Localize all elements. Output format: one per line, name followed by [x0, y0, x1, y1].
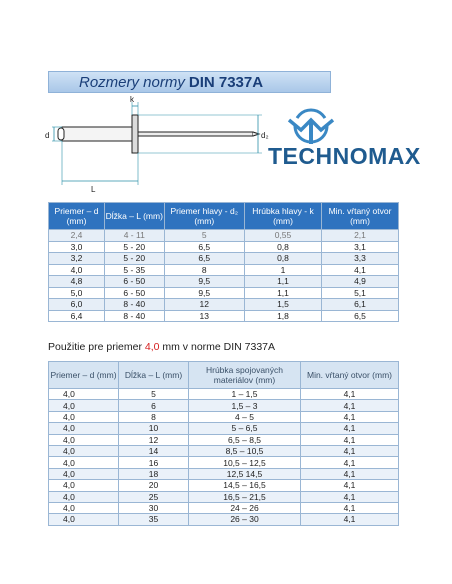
table-cell: 6,1	[322, 299, 399, 311]
table-cell: 4,1	[301, 502, 399, 513]
col-length: Dĺžka – L (mm)	[119, 362, 189, 389]
table-cell: 8 - 40	[105, 299, 165, 311]
table-cell: 1,1	[245, 287, 322, 299]
table-row	[49, 389, 399, 400]
dimensions-table	[48, 202, 399, 322]
table-cell: 16	[119, 457, 189, 468]
table-cell: 4,0	[49, 423, 119, 434]
title-text: Rozmery normy	[79, 73, 185, 91]
label-L: L	[91, 185, 96, 192]
table-cell: 14,5 – 16,5	[189, 480, 301, 491]
table-cell: 3,1	[322, 241, 399, 253]
table-row	[49, 299, 399, 311]
table-cell: 4,0	[49, 445, 119, 456]
col-head-diameter: Priemer hlavy - d₂ (mm)	[164, 203, 245, 230]
table-row	[49, 264, 399, 276]
table-cell: 4,8	[49, 276, 105, 288]
table-cell: 18	[119, 468, 189, 479]
table-cell: 4,0	[49, 480, 119, 491]
table-cell: 8	[119, 411, 189, 422]
rivet-sleeve	[62, 127, 132, 141]
table-cell: 4,0	[49, 491, 119, 502]
table-cell: 5 - 20	[105, 241, 165, 253]
table-cell: 6,5	[164, 253, 245, 265]
table-cell: 24 – 26	[189, 502, 301, 513]
table-cell: 1 – 1,5	[189, 389, 301, 400]
table-cell: 6,4	[49, 310, 105, 322]
table-row	[49, 434, 399, 445]
table-cell: 6,5	[322, 310, 399, 322]
table-cell: 6,5 – 8,5	[189, 434, 301, 445]
table-cell: 6 - 50	[105, 287, 165, 299]
table-cell: 35	[119, 514, 189, 525]
table-cell: 5,1	[322, 287, 399, 299]
table-cell: 6,5	[164, 241, 245, 253]
table-cell: 12	[119, 434, 189, 445]
table-cell: 2,4	[49, 230, 105, 242]
table-cell: 4,1	[301, 457, 399, 468]
note-text-start: Použitie pre priemer	[48, 341, 145, 353]
table-cell: 4,1	[301, 445, 399, 456]
table-cell: 5,0	[49, 287, 105, 299]
table-cell: 26 – 30	[189, 514, 301, 525]
table-cell: 3,0	[49, 241, 105, 253]
table-cell: 4,1	[301, 491, 399, 502]
col-head-thickness: Hrúbka hlavy - k (mm)	[245, 203, 322, 230]
table-cell: 1	[245, 264, 322, 276]
table-cell: 4,0	[49, 400, 119, 411]
table-cell: 13	[164, 310, 245, 322]
col-diameter: Priemer – d (mm)	[49, 362, 119, 389]
table-cell: 4,0	[49, 411, 119, 422]
table-cell: 8 - 40	[105, 310, 165, 322]
table-cell: 4,1	[301, 514, 399, 525]
note-highlight: 4,0	[144, 341, 160, 353]
table-row	[49, 287, 399, 299]
table-cell: 4,9	[322, 276, 399, 288]
table-row	[49, 230, 399, 242]
table-cell: 4,0	[49, 468, 119, 479]
table-cell: 4,1	[301, 400, 399, 411]
title-banner	[48, 71, 331, 93]
table-cell: 16,5 – 21,5	[189, 491, 301, 502]
table-cell: 4,1	[301, 468, 399, 479]
table-row	[49, 253, 399, 265]
table-cell: 4 – 5	[189, 411, 301, 422]
table-cell: 4,1	[301, 389, 399, 400]
table-cell: 12,5 14,5	[189, 468, 301, 479]
table-cell: 5	[164, 230, 245, 242]
table-cell: 4,0	[49, 434, 119, 445]
table-row	[49, 241, 399, 253]
table-cell: 5 - 35	[105, 264, 165, 276]
table-cell: 5 – 6,5	[189, 423, 301, 434]
table-cell: 4,0	[49, 389, 119, 400]
col-min-hole: Min. vŕtaný otvor (mm)	[322, 203, 399, 230]
table-cell: 4,0	[49, 514, 119, 525]
table-row	[49, 445, 399, 456]
table-cell: 4,1	[301, 434, 399, 445]
label-d2: d₂	[261, 131, 269, 140]
table-cell: 9,5	[164, 287, 245, 299]
table-cell: 1,1	[245, 276, 322, 288]
rivet-diagram	[40, 92, 280, 192]
table-row	[49, 480, 399, 491]
table-cell: 3,2	[49, 253, 105, 265]
table-cell: 3,3	[322, 253, 399, 265]
note-text-end: mm v norme DIN 7337A	[159, 341, 276, 353]
table-cell: 0,55	[245, 230, 322, 242]
table-row	[49, 468, 399, 479]
table-row	[49, 411, 399, 422]
table-cell: 6,0	[49, 299, 105, 311]
table-header-row	[49, 362, 399, 389]
table-cell: 10,5 – 12,5	[189, 457, 301, 468]
table-cell: 30	[119, 502, 189, 513]
label-k: k	[130, 95, 134, 104]
table-cell: 0,8	[245, 253, 322, 265]
table-cell: 0,8	[245, 241, 322, 253]
rivet-head	[132, 115, 138, 153]
col-length: Dĺžka – L (mm)	[105, 203, 165, 230]
table-cell: 10	[119, 423, 189, 434]
col-min-hole: Min. vŕtaný otvor (mm)	[301, 362, 399, 389]
table-cell: 4,0	[49, 457, 119, 468]
table-cell: 4,0	[49, 502, 119, 513]
table-cell: 8,5 – 10,5	[189, 445, 301, 456]
table-cell: 4 - 11	[105, 230, 165, 242]
table-header-row	[49, 203, 399, 230]
table-cell: 1,5 – 3	[189, 400, 301, 411]
table-cell: 14	[119, 445, 189, 456]
col-diameter: Priemer – d (mm)	[49, 203, 105, 230]
table-row	[49, 502, 399, 513]
rivet-mandrel	[138, 132, 253, 136]
table-cell: 4,1	[322, 264, 399, 276]
table-row	[49, 310, 399, 322]
title-standard: DIN 7337A	[188, 73, 264, 91]
table-cell: 8	[164, 264, 245, 276]
table-cell: 4,0	[49, 264, 105, 276]
table-cell: 6 - 50	[105, 276, 165, 288]
table-row	[49, 457, 399, 468]
table-cell: 20	[119, 480, 189, 491]
table-cell: 6	[119, 400, 189, 411]
table-cell: 25	[119, 491, 189, 502]
usage-note	[48, 341, 275, 353]
table-cell: 1,8	[245, 310, 322, 322]
table-row	[49, 491, 399, 502]
table-cell: 2,1	[322, 230, 399, 242]
table-cell: 4,1	[301, 411, 399, 422]
table-row	[49, 400, 399, 411]
table-cell: 4,1	[301, 480, 399, 491]
usage-table	[48, 361, 399, 526]
table-cell: 4,1	[301, 423, 399, 434]
col-material-thickness: Hrúbka spojovaných materiálov (mm)	[189, 362, 301, 389]
table-cell: 12	[164, 299, 245, 311]
table-cell: 5	[119, 389, 189, 400]
table-cell: 9,5	[164, 276, 245, 288]
table-cell: 5 - 20	[105, 253, 165, 265]
table-row	[49, 514, 399, 525]
table-row	[49, 423, 399, 434]
table-cell: 1,5	[245, 299, 322, 311]
table-row	[49, 276, 399, 288]
label-d: d	[45, 131, 50, 140]
logo-wordmark: TECHNOMAX	[268, 143, 421, 169]
